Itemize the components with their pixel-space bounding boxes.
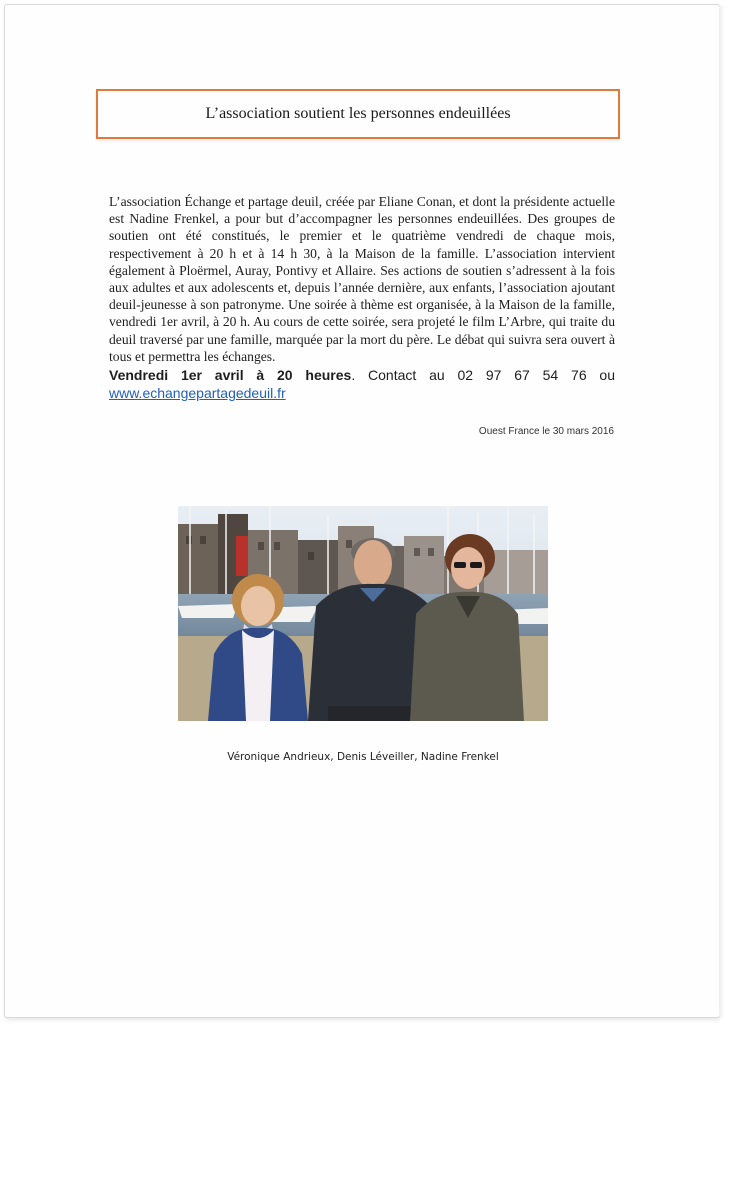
- contact-text: . Contact au 02 97 67 54 76 ou: [351, 367, 615, 384]
- photo-caption: Véronique Andrieux, Denis Léveiller, Nadine Frenkel: [227, 751, 499, 763]
- harbor-photo-illustration: [178, 506, 548, 721]
- source-citation: Ouest France le 30 mars 2016: [478, 426, 614, 437]
- event-date: Vendredi 1er avril à 20 heures: [109, 367, 352, 384]
- website-link[interactable]: www.echangepartagedeuil.fr: [109, 385, 286, 402]
- article-paragraph: L’association Échange et partage deuil, créée par Eliane Conan, et dont la présidente actuelle est Nadine Frenkel, a pour but d’accompagner les personnes endeuillées. Des groupes de soutien ont été constitués, le premier et le quatrième vendredi de chaque mois, respectivement à 20 h et à 14 h 30, à la Maison de la famille. L’association intervient également à Ploërmel, Auray, Pontivy et Allaire. Ses actions de soutien s’adressent à la fois aux adultes et aux adolescents et, depuis l’année dernière, aux enfants, l’association ajoutant deuil-jeunesse à son patronyme. Une soirée à thème est organisée, à la Maison de la famille, vendredi 1er avril, à 20 h. Au cours de cette soirée, sera projeté le film L’Arbre, qui traite du deuil traversé par une famille, marquée par la mort du père. Le débat qui suivra sera ouvert à tous et permettra les échanges.: [109, 194, 615, 364]
- contact-line: [109, 366, 615, 384]
- group-photo: [178, 506, 548, 721]
- article-title: L’association soutient les personnes endeuillées: [205, 105, 511, 122]
- sheet-edge: [719, 6, 725, 1016]
- article-body: [109, 193, 615, 402]
- title-box: [96, 89, 620, 139]
